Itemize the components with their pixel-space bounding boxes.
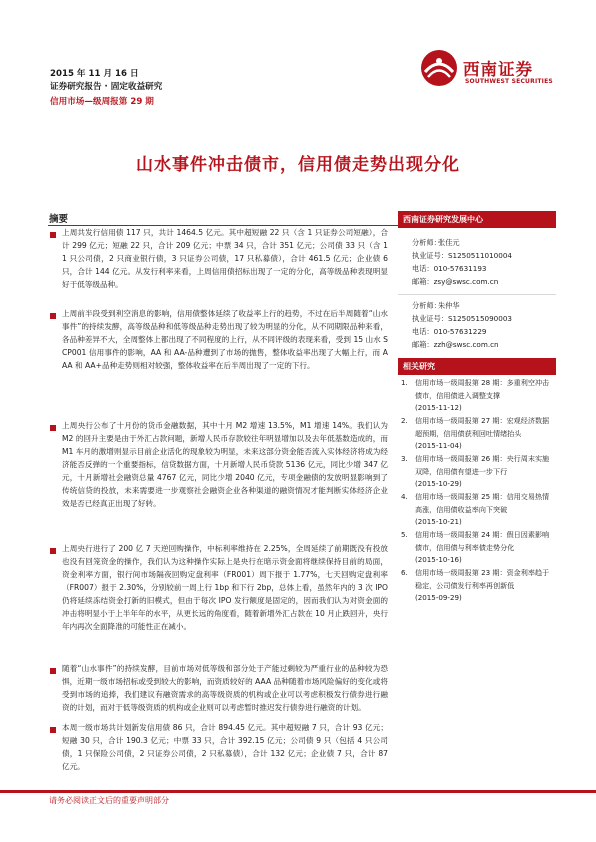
bullet-icon [50,313,56,319]
summary-paragraph: 本周一级市场共计划新发信用债 86 只，合计 894.45 亿元。其中超短融 7 只，合计 93 亿元；短融 30 只，合计 190.3 亿元；中票 33 只，合计 392.15 亿元；公司债 9 只（包括 4 只公司债，1 只保险公司债，2 只证券公司债，2 只私募债），合计 132 亿元；企业债 7 只，合计 87 亿元。 [62,723,388,771]
related-item[interactable]: 3. 信用市场一级周报第 26 期：央行周末实施双降，信用债有望进一步下行 (2015-10-29) [401,454,550,489]
related-item[interactable]: 1. 信用市场一级周报第 28 期：多重利空冲击债市，信用债进入调整支撑 (2015-11-12) [401,378,550,413]
summary-paragraph: 上周前半段受到利空消息的影响，信用债整体延续了收益率上行的趋势，不过在后半周随着“山水事件”的持续发酵，高等级品种和低等级品种走势出现了较为明显的分化，从不同期限品种来看，各品种差异不大，全周整体上都出现了不同程度的上行，从不同评级的表现来看，受到 15 山水 SCP001 信用事件的影响，AA 和 AA-品种遭到了市场的抛售，整体收益率出现了大幅上行，而 AAA 和 AA+品种走势则相对较强，整体收益率在后半周出现了一定的下行。 [62,309,388,370]
report-series: 信用市场—级周报第 29 期 [50,97,154,107]
analyst-email[interactable]: 邮箱：zsy@swsc.com.cn [412,277,499,286]
related-item[interactable]: 4. 信用市场一级周报第 25 期：信用交易热情高涨，信用债收益率向下突破 (2015-10-21) [401,492,550,527]
related-research-header [398,358,556,375]
bullet-icon [50,232,56,238]
bullet-icon [50,548,56,554]
summary-paragraph: 随着“山水事件”的持续发酵，目前市场对低等级和部分处于产能过剩较为严重行业的品种较为恐惧，近期一级市场招标或受到较大的影响，而资质较好的 AAA 品种随着市场风险偏好的变化或将受到市场的追捧，我们建议有融资需求的高等级资质的机构或企业可以考虑积极发行债券进行融资的计划，而对于低等级资质的机构或企业则可以考虑暂时推迟发行债券进行融资的计划。 [62,664,388,712]
analyst-email[interactable]: 邮箱：zzh@swsc.com.cn [412,340,499,349]
research-center-header [398,211,556,228]
analyst-license: 执业证号：S1250511010004 [412,251,512,260]
footer-divider [0,790,596,793]
related-item[interactable]: 5. 信用市场一级周报第 24 期：假日因素影响债市，信用债与利率债走势分化 (2015-10-16) [401,530,550,565]
report-date: 2015 年 11 月 16 日 [50,69,139,79]
summary-paragraph: 上周共发行信用债 117 只，共计 1464.5 亿元。其中超短融 22 只（含 1 只证券公司短融），合计 299 亿元；短融 22 只，合计 209 亿元；中票 34 只，合计 351 亿元；公司债 33 只（含 11 只公司债，2 只商业银行债，3 只证券公司债，17 只私募债），合计 461.5 亿元；企业债 6 只，合计 144 亿元。从发行利率来看，上周信用债招标出现了一定的分化，高等级品种表现明显好于低等级品种。 [62,228,388,289]
bullet-icon [50,727,56,733]
logo-name-cn: 西南证券 [463,60,533,79]
analyst-phone: 电话：010-57631193 [412,264,487,273]
bullet-icon [50,425,56,431]
logo-name-en: SOUTHWEST SECURITIES [465,78,553,85]
report-category: 证券研究报告 · 固定收益研究 [50,82,163,92]
footer-disclaimer: 请务必阅读正文后的重要声明部分 [49,796,169,805]
research-center-title: 西南证券研究发展中心 [403,215,483,224]
analyst-name: 分析师：张佳元 [412,238,460,247]
summary-heading: 摘要 [49,214,69,225]
analyst-name: 分析师：朱仲华 [412,301,460,310]
analyst-phone: 电话：010-57631229 [412,327,487,336]
summary-paragraph: 上周央行进行了 200 亿 7 天逆回购操作，中标利率维持在 2.25%，全周延续了前期既没有投放也没有回笼资金的操作，我们认为这种操作实际上是央行在暗示资金面将继续保持目前的局面，资金利率方面，银行间市场隔夜回购定盘利率（FR001）周下报于 1.77%，七天回购定盘利率（FR007）报于 2.30%，分别较前一周上行 1bp 和下行 2bp，总体上看，虽然年内的 3 次 IPO 仍将延续冻结资金打新的旧模式，但由于每次 IPO 发行额度是固定的，因而我们认为对资金面的冲击将明显小于上半年年的水平，从更长远的角度看，随着新增外汇占款在 10 月止跌回升，央行年内再次全面降准的可能性正在减小。 [62,544,388,631]
related-item[interactable]: 2. 信用市场一级周报第 27 期：宏观经济数据超预期，信用债获利回吐情绪抬头 (2015-11-04) [401,416,550,451]
southwest-securities-logo-icon [419,48,459,88]
divider [398,294,556,295]
report-title: 山水事件冲击债市，信用债走势出现分化 [136,155,460,175]
related-item[interactable]: 6. 信用市场一级周报第 23 期：资金利率趋于稳定，公司债发行利率再创新低 (2015-09-29) [401,568,550,603]
bullet-icon [50,668,56,674]
related-research-title: 相关研究 [403,362,435,371]
analyst-license: 执业证号：S1250515090003 [412,314,512,323]
summary-paragraph: 上周央行公布了十月份的货币金融数据，其中十月 M2 增速 13.5%，M1 增速 14%。我们认为 M2 的回升主要是由于外汇占款问题，新增人民币存款较往年明显增加以及去年低基数造成的，而 M1 车月的激增则显示目前企业活化的现象较为明显，未来这部分资金能否流入实体经济将成为经济能否反弹的一个重要指标，信贷数据方面，十月新增人民币贷款 5136 亿元，同比少增 347 亿元，十月新增社会融资总量 4767 亿元，同比少增 2040 亿元，专项金融债的发放明显影响到了传统信贷的投放，未来需要进一步观察社会融资企业各种渠道的融资情况才能判断实体经济企业效是否已经真正出现了好转。 [62,421,388,508]
